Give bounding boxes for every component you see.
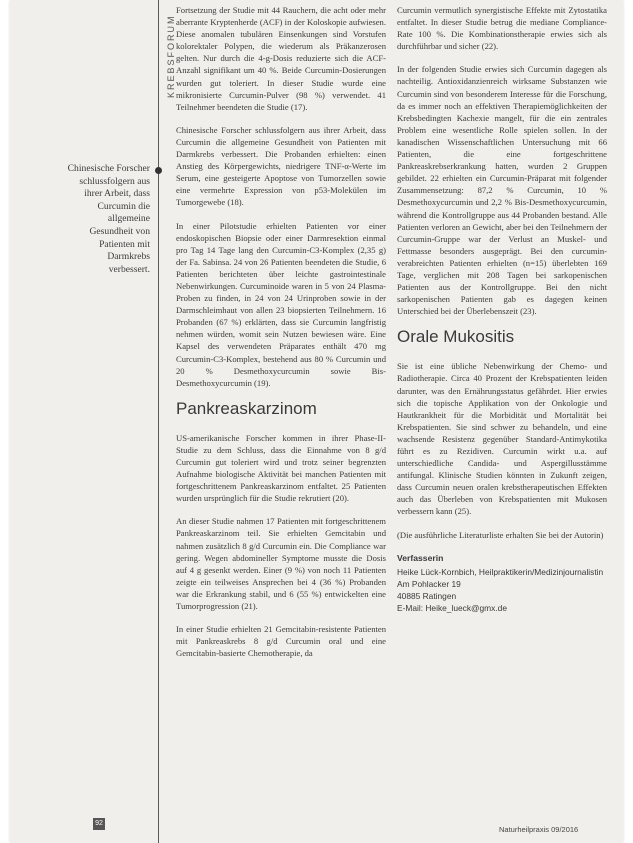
section-heading: Pankreaskarzinom xyxy=(176,398,317,418)
magazine-page xyxy=(10,0,623,843)
author-line: Heike Lück-Kornbich, Heilpraktikerin/Medizinjournalistin xyxy=(397,566,604,577)
literature-note: (Die ausführliche Literaturliste erhalten Sie bei der Autorin) xyxy=(397,529,604,540)
paragraph: Fortsetzung der Studie mit 44 Rauchern, die acht oder mehr aberrante Kryptenherde (ACF) in der Koloskopie aufwiesen. Diese anomalen tubulären Einsenkungen sind Vorstufen kolorektaler Polypen, die wiederum als Präkanzerosen gelten. Nur durch die 4-g-Dosis reduzierte sich die ACF-Anzahl signifikant um 40 %. Beide Curcumin-Dosierungen wurden gut toleriert. In dieser Studie wurde eine mikronisierte Curcumin-Pulver (98 %) verwendet. 41 Teilnehmer beendeten die Studie (17). xyxy=(176,5,386,112)
paragraph: Curcumin vermutlich synergistische Effekte mit Zytostatika entfaltet. In dieser Studie betrug die mediane Compliance-Rate 100 %. Die Kombinationstherapie erwies sich als durchführbar und sicher (22). xyxy=(397,5,607,52)
page-number: 92 xyxy=(93,818,105,830)
margin-pull-quote: Chinesische Forscher schlussfolgern aus ihrer Arbeit, dass Curcumin die allgemeine Gesundheit von Patienten mit Darmkrebs verbessert. xyxy=(67,163,150,275)
paragraph: Chinesische Forscher schlussfolgern aus ihrer Arbeit, dass Curcumin die allgemeine Gesundheit von Patienten mit Darmkrebs verbessert. Die Probanden erhielten: einen Anstieg des Körpergewichts, niedrigere TNF-α-Werte im Serum, eine gesteigerte Apoptose von Tumorzellen sowie eine vermehrte Expression von p53-Molekülen im Tumorgewebe (18). xyxy=(176,124,386,208)
section-kicker: KREBSFORUM xyxy=(166,14,176,98)
author-heading: Verfasserin xyxy=(397,552,444,563)
paragraph: Sie ist eine übliche Nebenwirkung der Chemo- und Radiotherapie. Circa 40 Prozent der Krebspatienten leiden darunter, was den Ernährungsstatus gefährdet. Hier erwies sich die topische Applikation von der Onkologie und Hautkrankheit für die Morbidität und Mortalität bei Krebspatienten. Sie sind schwer zu behandeln, und eine wachsende Resistenz gegenüber Standard-Antimykotika führt es zu Rezidiven. Curcumin wirkt u.a. auf unterschiedliche Candida- und Aspergillusstämme antifungal. Klinische Studien könnten in Zukunft zeigen, dass Curcumin neuen oralen krebstherapeutischen Effekten auch das Überleben von Krebspatienten mit Mukosen verbessern kann (25). xyxy=(397,361,607,517)
column-divider xyxy=(158,0,159,843)
section-heading: Orale Mukositis xyxy=(397,327,515,347)
middle-column xyxy=(176,4,386,670)
author-line: 40885 Ratingen xyxy=(397,590,457,601)
author-line: Am Pohlacker 19 xyxy=(397,578,461,589)
paragraph: US-amerikanische Forscher kommen in ihrer Phase-II-Studie zu dem Schluss, dass die Einnahme von 8 g/d Curcumin gut toleriert wird und trotz seiner begrenzten Aufnahme biologische Aktivität bei manchen Patienten mit fortgeschrittenem Pankreaskarzinom entfaltet. 25 Patienten wurden ursprünglich für die Studie rekrutiert (20). xyxy=(176,432,386,504)
right-column xyxy=(397,4,607,614)
paragraph: An dieser Studie nahmen 17 Patienten mit fortgeschrittenem Pankreaskarzinom teil. Sie erhielten Gemcitabin und nahmen zusätzlich 8 g/d Curcumin ein. Die Compliance war gering. Wegen abdomineller Symptome musste die Dosis auf 4 g gesenkt werden. Einer (9 %) von noch 11 Patienten zeigte ein teilweises Ansprechen bei 4 (36 %) Probanden war die Erkrankung stabil, und 6 (55 %) entwickelten eine Tumorprogression (21). xyxy=(176,516,386,612)
paragraph: In einer Studie erhielten 21 Gemcitabin-resistente Patienten mit Pankreaskrebs 8 g/d Curcumin oral und eine Gemcitabin-basierte Chemotherapie, da xyxy=(176,624,386,659)
journal-footer: Naturheilpraxis 09/2016 xyxy=(499,825,579,834)
bullet-dot xyxy=(155,167,162,174)
paragraph: In der folgenden Studie erwies sich Curcumin dagegen als nachteilig. Antioxidanzienreich wirksame Substanzen wie Curcumin sind von besonderem Interesse für die Forschung, da es immer noch an effektiven Therapiemöglichkeiten der Krebsbedingten Kachexie mangelt, für die ein zentrales Problem eine wesentliche Rolle spielen sollen. In der kanadischen Wissenschaftlichen Untersuchung mit 66 Patienten, die eine fortgeschrittene Pankreaskrebserkrankung hatten, wurden 2 Gruppen gebildet. 22 erhielten ein Curcumin-Präparat mit folgender Zusammensetzung: 87,2 % Curcumin, 10 % Desmethoxycurcumin und 2,2 % Bis-Desmethoxycurcumin, während die Kontrollgruppe aus 44 Probanden bestand. Alle Patienten verloren an Gewicht, aber bei den Teilnehmern der Curcumin-Gruppe war der Verlust an Muskel- und Fettmasse besonders ausgeprägt. Bei den curcumin-verabreichten Patienten erhielten (n=15) überlebten 169 Tage, verglichen mit 208 Tagen bei sarkopenischen Patienten aus der Kontrollgruppe. Bei den nicht sarkopenischen Patienten gab es dagegen keinen Unterschied bei der Überlebenszeit (23). xyxy=(397,64,607,317)
author-email: E-Mail: Heike_lueck@gmx.de xyxy=(397,602,507,613)
paragraph: In einer Pilotstudie erhielten Patienten vor einer endoskopischen Biopsie oder einer Darmresektion einmal pro Tag 14 Tage lang den Curcumin-C3-Komplex (2,35 g) der Fa. Sabinsa. 24 von 26 Patienten beendeten die Studie, 6 Patienten berichteten über leichte gastrointestinale Nebenwirkungen. Curcuminoide waren in 5 von 24 Plasma-Proben zu finden, in 24 von 24 Urinproben sowie in der Darmschleimhaut von allen 23 biopsierten Teilnehmern. 16 Probanden (67 %) erklärten, dass sie Curcumin langfristig nehmen würden, womit sein Nutzen bewiesen wäre. Eine Kapsel des verwendeten Präparates enthält 470 mg Curcumin-C3-Komplex, bestehend aus 80 % Curcumin und 20 % Desmethoxycurcumin sowie Bis-Desmethoxycurcumin (19). xyxy=(176,220,386,388)
